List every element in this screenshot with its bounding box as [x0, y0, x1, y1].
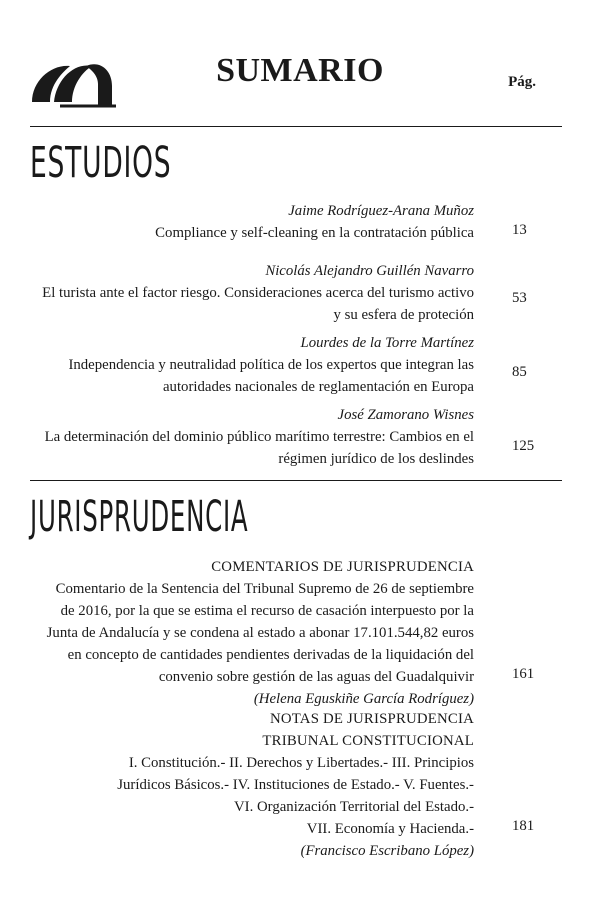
entry-author: (Francisco Escribano López)	[300, 843, 474, 859]
subsection-subheading: TRIBUNAL CONSTITUCIONAL	[262, 733, 474, 749]
estudios-entry-2[interactable]	[30, 260, 474, 326]
section-heading-estudios: ESTUDIOS	[30, 138, 172, 188]
entry-title-line: y su esfera de proteción	[333, 307, 474, 323]
entry-author: Lourdes de la Torre Martínez	[300, 335, 474, 351]
entry-page-number: 13	[512, 222, 527, 238]
entry-page-number: 181	[512, 818, 535, 834]
subsection-heading: COMENTARIOS DE JURISPRUDENCIA	[211, 559, 474, 575]
header-divider	[30, 126, 562, 127]
entry-text-line: I. Constitución.- II. Derechos y Libertades.- III. Principios	[128, 755, 474, 771]
entry-title-line: Compliance y self-cleaning en la contratación pública	[155, 225, 474, 241]
section-divider	[30, 480, 562, 481]
entry-text-line: Comentario de la Sentencia del Tribunal Supremo de 26 de septiembre	[55, 581, 474, 597]
entry-page-number: 85	[512, 364, 527, 380]
entry-text-line: VI. Organización Territorial del Estado.-	[233, 799, 474, 815]
entry-page-number: 161	[512, 666, 535, 682]
page-title: SUMARIO	[216, 52, 384, 89]
comentarios-entry[interactable]	[30, 556, 474, 710]
entry-title-line: La determinación del dominio público marítimo terrestre: Cambios en el	[44, 429, 474, 445]
estudios-entry-1[interactable]	[30, 200, 474, 244]
notas-entry[interactable]	[30, 708, 474, 862]
entry-author: José Zamorano Wisnes	[337, 407, 474, 423]
entry-text-line: de 2016, por la que se estima el recurso de casación interpuesto por la	[60, 603, 474, 619]
entry-author: Nicolás Alejandro Guillén Navarro	[265, 263, 474, 279]
entry-text-line: Junta de Andalucía y se condena al estado a abonar 17.101.544,82 euros	[46, 625, 474, 641]
entry-title-line: régimen jurídico de los deslindes	[278, 451, 474, 467]
entry-text-line: convenio sobre gestión de las aguas del Guadalquivir	[158, 669, 474, 685]
entry-text-line: en concepto de cantidades pendientes derivadas de la liquidación del	[67, 647, 474, 663]
entry-page-number: 53	[512, 290, 527, 306]
entry-author: (Helena Eguskiñe García Rodríguez)	[253, 691, 474, 707]
entry-author: Jaime Rodríguez-Arana Muñoz	[288, 203, 474, 219]
estudios-entry-3[interactable]	[30, 332, 474, 398]
entry-text-line: Jurídicos Básicos.- IV. Instituciones de Estado.- V. Fuentes.-	[117, 777, 474, 793]
page-column-label: Pág.	[508, 74, 536, 90]
section-heading-jurisprudencia: JURISPRUDENCIA	[30, 492, 249, 542]
entry-text-line: VII. Economía y Hacienda.-	[306, 821, 474, 837]
entry-title-line: Independencia y neutralidad política de los expertos que integran las	[68, 357, 474, 373]
entry-page-number: 125	[512, 438, 535, 454]
estudios-entry-4[interactable]	[30, 404, 474, 470]
entry-title-line: El turista ante el factor riesgo. Consideraciones acerca del turismo activo	[42, 285, 474, 301]
entry-title-line: autoridades nacionales de reglamentación en Europa	[162, 379, 474, 395]
subsection-heading: NOTAS DE JURISPRUDENCIA	[269, 711, 474, 727]
